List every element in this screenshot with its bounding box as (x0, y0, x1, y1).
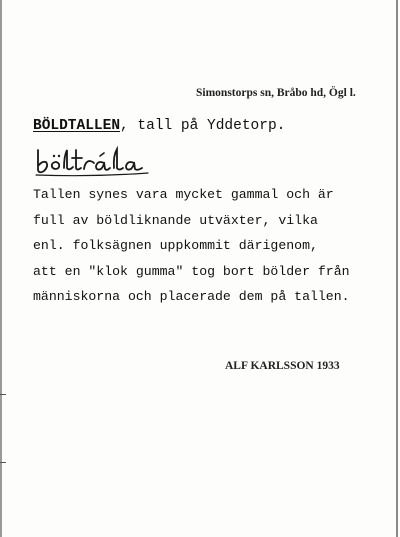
location-header: Simonstorps sn, Bråbo hd, Ögl l. (196, 87, 356, 99)
edge-tick-mark (0, 394, 6, 395)
edge-tick-mark (0, 462, 6, 463)
body-line: enl. folksägnen uppkommit därigenom, (33, 238, 318, 253)
handwritten-note (34, 144, 164, 178)
card-left-edge (0, 0, 2, 537)
headword-line (33, 118, 285, 134)
body-line: full av böldliknande utväxter, vilka (33, 212, 318, 228)
card-right-edge (396, 0, 398, 537)
headword-description: , tall på Yddetorp. (120, 118, 286, 134)
collector-signature: ALF KARLSSON 1933 (225, 360, 340, 372)
body-line: att en "klok gumma" tog bort bölder från (33, 263, 350, 279)
body-line: Tallen synes vara mycket gammal och är (33, 187, 334, 202)
headword: BÖLDTALLEN (33, 118, 121, 134)
body-line: människorna och placerade dem på tallen. (33, 289, 350, 304)
card-body-text (33, 182, 395, 310)
